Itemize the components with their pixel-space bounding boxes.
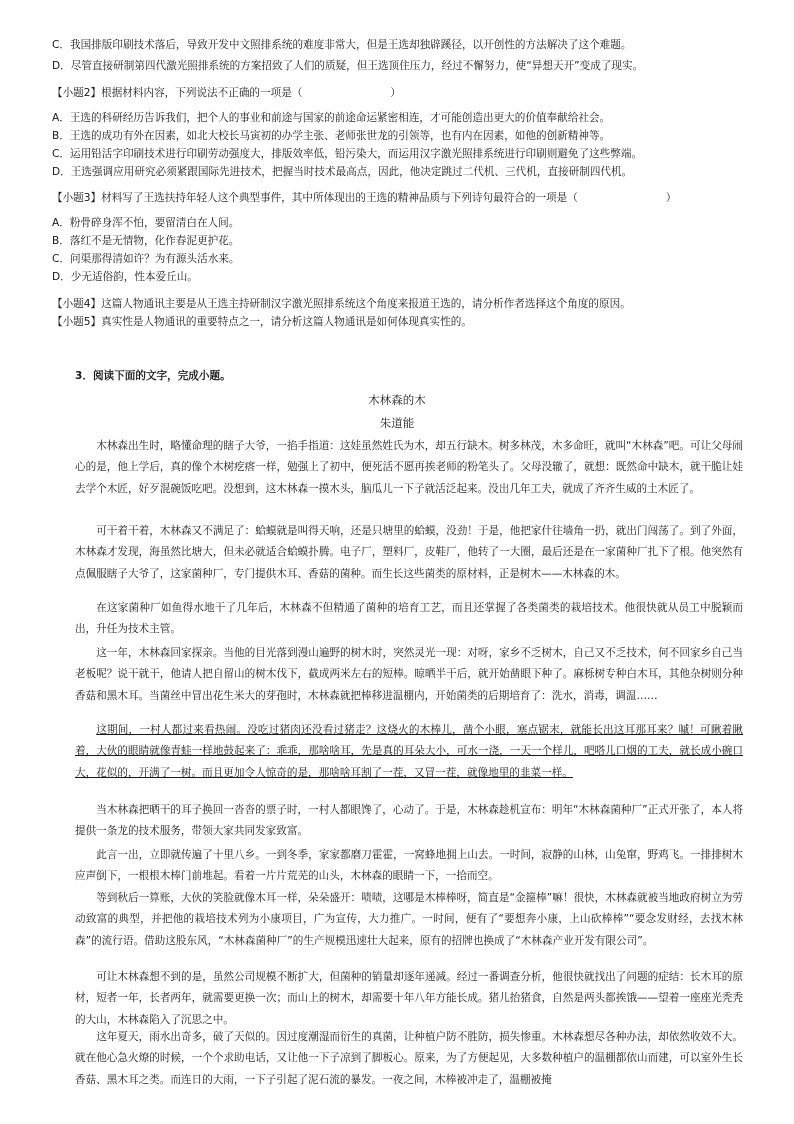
small-question-3-option-b: B．落红不是无情物，化作春泥更护花。 [52,235,240,247]
small-question-3-option-d: D．少无适俗韵，性本爱丘山。 [52,271,198,283]
paragraph-10: 这年夏天，雨水出奇多，破了天似的。因过度潮湿而衍生的真菌，让种植户防不胜防，损失惨重。木林森想尽各种办法，却依然收效不大。就在他心急火燎的时候，一个个求助电话，又让他一下子凉到了脚板心。原来，为了方便起见，大多数种植户的温棚都依山而建，可以室外生长香菇、黑木耳之类。而连日的大雨，一下子引起了泥石流的暴发。一夜之间，木棒被冲走了，温棚被掩 [75,1031,743,1086]
article-title: 木林森的木 [368,393,426,407]
paragraph-7: 此言一出，立即就传遍了十里八乡。一到冬季，家家都磨刀霍霍，一窝蜂地拥上山去。一时间，寂静的山林，山兔窜，野鸡飞。一排排树木应声倒下，一根根木棒门前堆起。看着一片片荒芜的山头，木林森的眼睛一下，一拾而空。 [75,849,743,883]
article-author: 朱道能 [379,416,415,430]
paragraph-6: 当木林森把晒干的耳子换回一沓沓的票子时，一村人都眼馋了，心动了。于是，木林森趁机宣布：明年“木林森菌种厂”正式开张了，本人将提供一条龙的技术服务，带领大家共同发家致富。 [75,804,743,838]
small-question-5: 【小题5】真实性是人物通讯的重要特点之一，请分析这篇人物通讯是如何体现真实性的。 [52,316,472,328]
paragraph-1: 木林森出生时，略懂命理的瞎子大爷，一掐手指道：这娃虽然姓氏为木，却五行缺木。树多林茂，木多命旺，就叫“木林森”吧。可让父母闹心的是，他上学后，真的像个木树疙瘩一样，勉强上了初中，便死活不愿再挨老师的粉笔头了。父母没辙了，就想：既然命中缺木，就干脆让娃去学个木匠，好歹混碗饭吃吧。没想到，这木林森一摸木头，脑瓜儿一下子就活泛起来。没出几年工夫，就成了齐齐生威的土木匠了。 [75,440,743,495]
small-question-3-option-c: C．问渠那得清如许？为有源头活水来。 [52,253,240,265]
small-question-2-stem [52,86,401,101]
paragraph-2: 可干着干着，木林森又不满足了：蛤蟆就是叫得天响，还是只塘里的蛤蟆，没劲！于是，他把家什往墙角一扔，就出门闯荡了。到了外面，木林森才发现，海虽然比塘大，但未必就适合蛤蟆扑腾。电子厂，塑料厂，皮鞋厂，他转了一大圈，最后还是在一家菌种厂扎下了根。他突然有点佩服瞎子大爷了，这家菌种厂，专门提供木耳、香菇的菌种。而生长这些菌类的原材料，正是树木——木林森的木。 [75,525,743,580]
stem-close: ） [665,192,677,204]
small-question-2-option-c: C．运用铅活字印刷技术进行印刷劳动强度大，排版效率低，铅污染大，而运用汉字激光照排系统进行印刷则避免了这些弊端。 [52,148,643,160]
small-question-2-option-a: A．王选的科研经历告诉我们，把个人的事业和前途与国家的前途命运紧密相连，才可能创造出更大的价值奉献给社会。 [52,112,611,124]
q2-option-c: C．我国排版印刷技术落后，导致开发中文照排系统的难度非常大，但是王选却独辟蹊径，以开创性的方法解决了这个难题。 [52,39,632,51]
paragraph-9: 可让木林森想不到的是，虽然公司规模不断扩大，但菌种的销量却逐年递减。经过一番调查分析，他很快就找出了问题的症结：长木耳的原材，短者一年，长者两年，就需要更换一次；而山上的树木，却需要十年八年方能长成。猪儿抬猪食，自然是两头都挨饿——望着一座座光秃秃的大山，木林森陷入了沉思之中。 [75,971,743,1026]
small-question-2-option-b: B．王选的成功有外在因素，如北大校长马寅初的办学主张、老师张世龙的引领等，也有内在因素，如他的创新精神等。 [52,130,611,142]
stem-text: 【小题2】根据材料内容，下列说法不正确的一项是（ [52,87,303,99]
small-question-3-option-a: A．粉骨碎身浑不怕，要留清白在人间。 [52,217,240,229]
paragraph-4: 这一年，木林森回家探亲。当他的目光落到漫山遍野的树木时，突然灵光一现：对呀，家乡不乏树木，自己又不乏技术，何不回家乡自己当老板呢？说干就干，他请人把自留山的树木伐下，截成两米左右的短棒。晾晒半干后，就开始凿眼下种了。麻栎树专种白木耳，其他杂树则分种香菇和黑木耳。当菌丝中冒出花生米大的芽孢时，木林森就把棒移进温棚内，开始菌类的后期培育了：洗水，消毒，调温…… [75,647,743,702]
stem-text: 【小题3】材料写了王选扶持年轻人这个典型事件，其中所体现出的王选的精神品质与下列诗句最符合的一项是（ [52,192,578,204]
section-3-heading: 3．阅读下面的文字，完成小题。 [75,370,231,382]
q2-option-d: D．尽管直接研制第四代激光照排系统的方案招致了人们的质疑，但王选顶住压力，经过不懈努力，使“异想天开”变成了现实。 [52,60,644,72]
small-question-3-stem [52,191,676,206]
paragraph-8: 等到秋后一算账，大伙的笑脸就像木耳一样，朵朵盛开：啧啧，这哪是木棒棒呀，简直是“金箍棒”嘛！很快，木林森就被当地政府树立为劳动致富的典型，并把他的栽培技术列为小康项目，广为宣传，大力推广。一时间，便有了“要想奔小康，上山砍棒棒”“要念发财经，去找木林森”的流行语。借助这股东风，“木林森菌种厂”的生产规模迅速壮大起来，原有的招牌也换成了“木林森产业开发有限公司”。 [75,892,743,947]
small-question-2-option-d: D．王选强调应用研究必须紧跟国际先进技术，把握当时技术最高点，因此，他决定跳过二代机、三代机，直接研制四代机。 [52,166,633,178]
paragraph-3: 在这家菌种厂如鱼得水地干了几年后，木林森不但精通了菌种的培育工艺，而且还掌握了各类菌类的栽培技术。他很快就从员工中脱颖而出，升任为技术主管。 [75,602,743,636]
stem-close: ） [390,87,401,99]
paragraph-5-underlined: 这期间，一村人都过来看热闹。没吃过猪肉还没看过猪走？这烧火的木棒儿，凿个小眼，塞点锯末，就能长出这耳那耳来？嘁！可瞅着瞅着，大伙的眼睛就像青蛙一样地鼓起来了：乖乖，那啥啥耳，先是真的耳朵大小，可水一浇，一天一个样儿，吧嗒儿口烟的工夫，就长成小碗口大，花似的，开满了一树。而且更加令人惊奇的是，那啥啥耳割了一茬，又冒一茬，就像地里的韭菜一样。 [75,724,743,779]
small-question-4: 【小题4】这篇人物通讯主要是从王选主持研制汉字激光照排系统这个角度来报道王选的，请分析作者选择这个角度的原因。 [52,298,631,310]
